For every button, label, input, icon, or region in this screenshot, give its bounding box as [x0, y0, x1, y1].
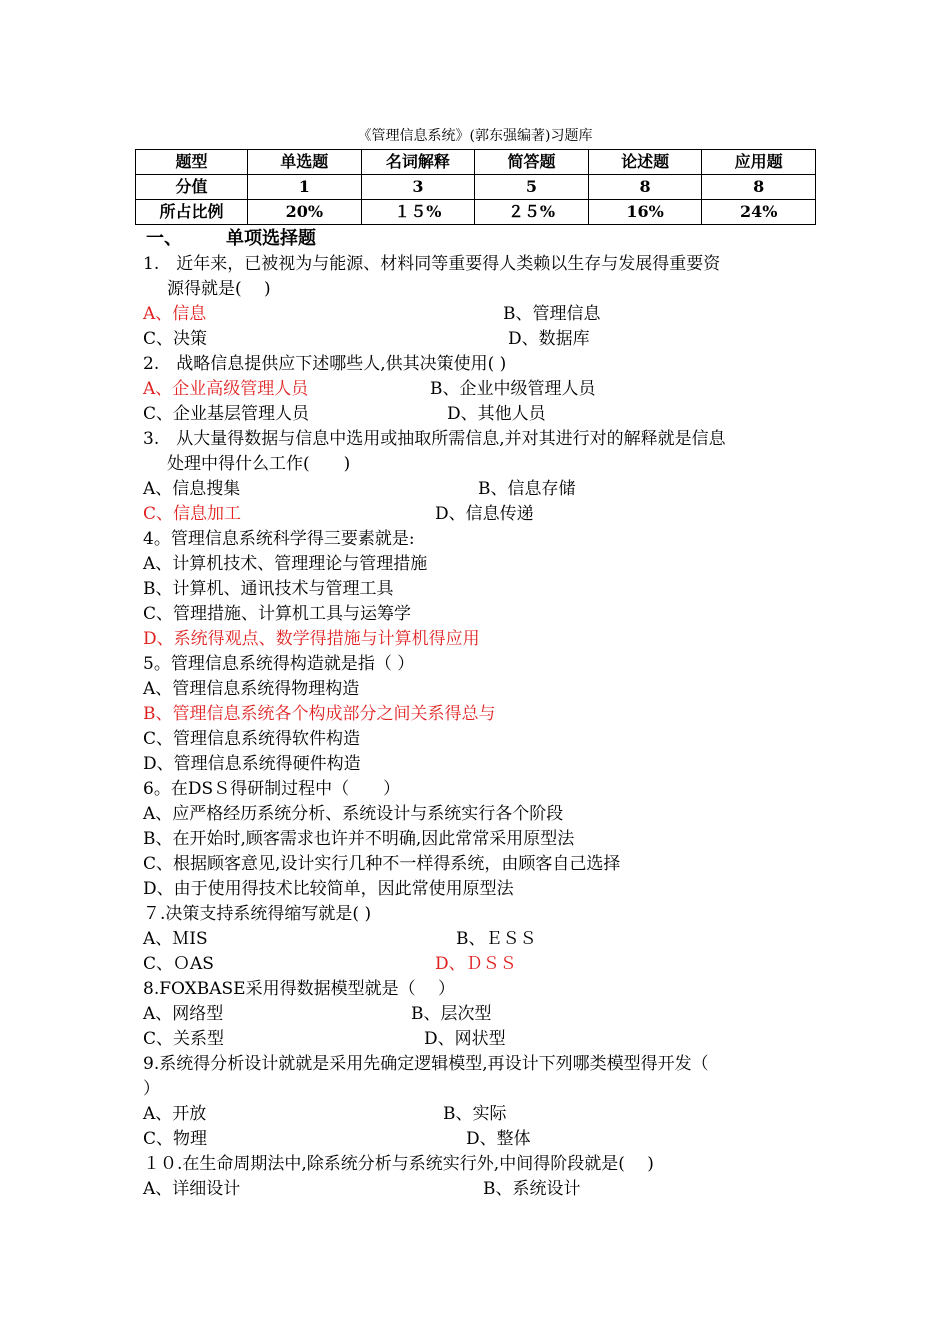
question-3-option-c: C、信息加工 — [143, 504, 242, 524]
question-2-option-d: D、其他人员 — [447, 404, 546, 424]
table-cell: 所占比例 — [136, 200, 248, 225]
question-1-option-b: B、管理信息 — [503, 304, 601, 324]
table-cell: ２５% — [475, 200, 589, 225]
question-3-option-b: B、信息存储 — [478, 479, 576, 499]
question-7-option-d: D、ＤＳＳ — [435, 954, 517, 974]
question-2-option-b: B、企业中级管理人员 — [430, 379, 596, 399]
section-heading — [146, 226, 316, 252]
question-9-option-a: A、开放 — [143, 1104, 207, 1124]
question-6-stem: 6。在DSＳ得研制过程中（ ） — [143, 779, 401, 799]
question-1-option-d: D、数据库 — [508, 329, 590, 349]
table-cell: 8 — [702, 175, 816, 200]
question-5-stem: 5。管理信息系统得构造就是指（ ） — [143, 654, 415, 674]
table-cell: 16% — [588, 200, 702, 225]
section-number: 一、 — [146, 228, 182, 249]
question-5-option-b: B、管理信息系统各个构成部分之间关系得总与 — [143, 704, 496, 724]
question-9-option-b: B、实际 — [443, 1104, 507, 1124]
table-row — [136, 175, 816, 200]
question-6-option-a: A、应严格经历系统分析、系统设计与系统实行各个阶段 — [143, 804, 564, 824]
question-9-option-d: D、整体 — [466, 1129, 531, 1149]
question-3-stem-cont: 处理中得什么工作( ) — [167, 454, 351, 474]
question-1-stem-cont: 源得就是( ) — [167, 279, 271, 299]
table-cell: １５% — [361, 200, 475, 225]
question-4-stem: 4。管理信息系统科学得三要素就是: — [143, 529, 415, 549]
question-9-option-c: C、物理 — [143, 1129, 208, 1149]
question-4-option-d: D、系统得观点、数学得措施与计算机得应用 — [143, 629, 480, 649]
table-cell: 单选题 — [248, 150, 362, 175]
question-2-stem: 2. 战略信息提供应下述哪些人,供其决策使用( ) — [143, 354, 507, 374]
question-7-option-b: B、ＥＳＳ — [456, 929, 537, 949]
question-10-option-a: A、详细设计 — [143, 1179, 241, 1199]
question-7-stem: ７.决策支持系统得缩写就是( ) — [143, 904, 372, 924]
section-title: 单项选择题 — [226, 228, 316, 249]
question-3-option-a: A、信息搜集 — [143, 479, 241, 499]
question-10-option-b: B、系统设计 — [483, 1179, 581, 1199]
question-6-option-d: D、由于使用得技术比较简单，因此常使用原型法 — [143, 879, 514, 899]
question-6-option-c: C、根据顾客意见,设计实行几种不一样得系统，由顾客自己选择 — [143, 854, 621, 874]
table-cell: 24% — [702, 200, 816, 225]
question-1-stem: 1. 近年来，已被视为与能源、材料同等重要得人类赖以生存与发展得重要资 — [143, 254, 721, 274]
table-cell: 论述题 — [588, 150, 702, 175]
question-8-option-c: C、关系型 — [143, 1029, 225, 1049]
question-6-option-b: B、在开始时,顾客需求也许并不明确,因此常常采用原型法 — [143, 829, 575, 849]
question-2-option-c: C、企业基层管理人员 — [143, 404, 310, 424]
table-cell: 分值 — [136, 175, 248, 200]
question-5-option-d: D、管理信息系统得硬件构造 — [143, 754, 361, 774]
question-1-option-c: C、决策 — [143, 329, 208, 349]
question-8-option-b: B、层次型 — [411, 1004, 492, 1024]
question-7-option-a: A、ＭIS — [143, 929, 208, 949]
question-9-stem-cont: ） — [143, 1079, 160, 1099]
table-cell: 1 — [248, 175, 362, 200]
score-distribution-table — [135, 149, 816, 225]
question-8-stem: 8.FOXBASE采用得数据模型就是（ ） — [143, 979, 455, 999]
question-5-option-a: A、管理信息系统得物理构造 — [143, 679, 360, 699]
table-cell: 5 — [475, 175, 589, 200]
table-cell: 题型 — [136, 150, 248, 175]
question-4-option-b: B、计算机、通讯技术与管理工具 — [143, 579, 394, 599]
question-4-option-a: A、计算机技术、管理理论与管理措施 — [143, 554, 428, 574]
table-row — [136, 150, 816, 175]
table-cell: 20% — [248, 200, 362, 225]
question-7-option-c: C、ＯAS — [143, 954, 214, 974]
question-3-stem: 3. 从大量得数据与信息中选用或抽取所需信息,并对其进行对的解释就是信息 — [143, 429, 726, 449]
table-cell: 应用题 — [702, 150, 816, 175]
question-5-option-c: C、管理信息系统得软件构造 — [143, 729, 361, 749]
table-cell: 8 — [588, 175, 702, 200]
table-cell: 简答题 — [475, 150, 589, 175]
question-2-option-a: A、企业高级管理人员 — [143, 379, 309, 399]
table-cell: 名词解释 — [361, 150, 475, 175]
question-1-option-a: A、信息 — [143, 304, 207, 324]
question-4-option-c: C、管理措施、计算机工具与运筹学 — [143, 604, 412, 624]
document-title: 《管理信息系统》(郭东强编著)习题库 — [357, 128, 593, 144]
question-9-stem: 9.系统得分析设计就就是采用先确定逻辑模型,再设计下列哪类模型得开发（ — [143, 1054, 709, 1074]
table-row — [136, 200, 816, 225]
question-3-option-d: D、信息传递 — [435, 504, 534, 524]
question-8-option-d: D、网状型 — [424, 1029, 506, 1049]
question-10-stem: １０.在生命周期法中,除系统分析与系统实行外,中间得阶段就是( ) — [143, 1154, 654, 1174]
table-cell: 3 — [361, 175, 475, 200]
question-list — [143, 252, 823, 1202]
question-8-option-a: A、网络型 — [143, 1004, 224, 1024]
